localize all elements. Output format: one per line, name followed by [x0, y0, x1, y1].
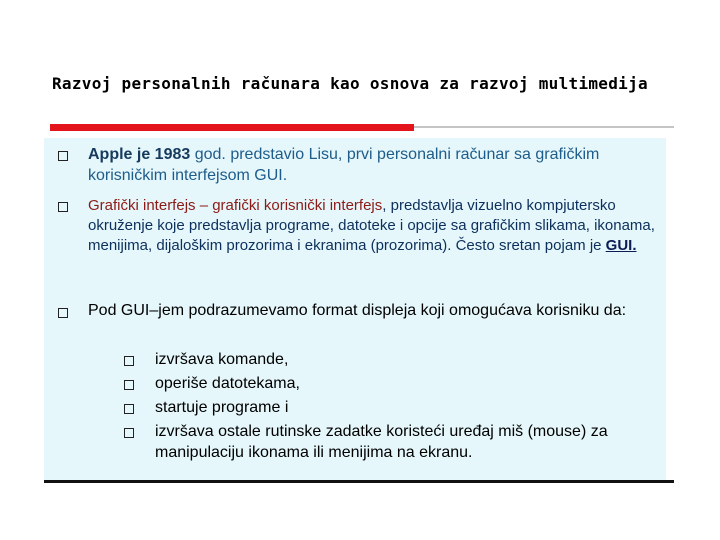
subitem-box-3 [124, 404, 134, 414]
bullet-3-text: Pod GUI–jem podrazumevamo format displeja koji omogućava korisniku da: [88, 302, 627, 319]
bullet-box-1 [58, 151, 68, 161]
subitem-box-2 [124, 380, 134, 390]
slide-title: Razvoj personalnih računara kao osnova za razvoj multimedija [52, 74, 648, 93]
bullet-box-3 [58, 308, 68, 318]
subitem-1: izvršava komande, [155, 351, 289, 368]
bullet-1-text [88, 144, 658, 186]
bottom-rule [44, 480, 674, 483]
title-underline-gray [414, 126, 674, 128]
bullet-2-text [88, 196, 662, 256]
subitem-box-4 [124, 428, 134, 438]
bullet-2-gui-link[interactable]: GUI. [605, 237, 637, 254]
bullet-2-term: Grafički interfejs – grafički korisnički interfejs [88, 197, 383, 214]
subitem-3: startuje programe i [155, 399, 289, 416]
bullet-2-body: , predstavlja vizuelno kompjutersko okruženje koje predstavlja programe, datoteke i opcije sa grafičkim slikama, ikonama, menijima, dijaloškim prozorima i ekranima (prozorima). Često sretan pojam je [88, 197, 655, 254]
bullet-1-year: Apple je 1983 [88, 146, 191, 163]
title-underline-red [50, 124, 414, 131]
subitem-4: izvršava ostale rutinske zadatke koristeći uređaj miš (mouse) za manipulaciju ikonama ili menijima na ekranu. [155, 423, 608, 461]
bullet-box-2 [58, 202, 68, 212]
subitem-2: operiše datotekama, [155, 375, 300, 392]
subitem-box-1 [124, 356, 134, 366]
bullet-1-rest: god. predstavio Lisu, prvi personalni računar sa grafičkim korisničkim interfejsom GUI. [88, 146, 600, 184]
